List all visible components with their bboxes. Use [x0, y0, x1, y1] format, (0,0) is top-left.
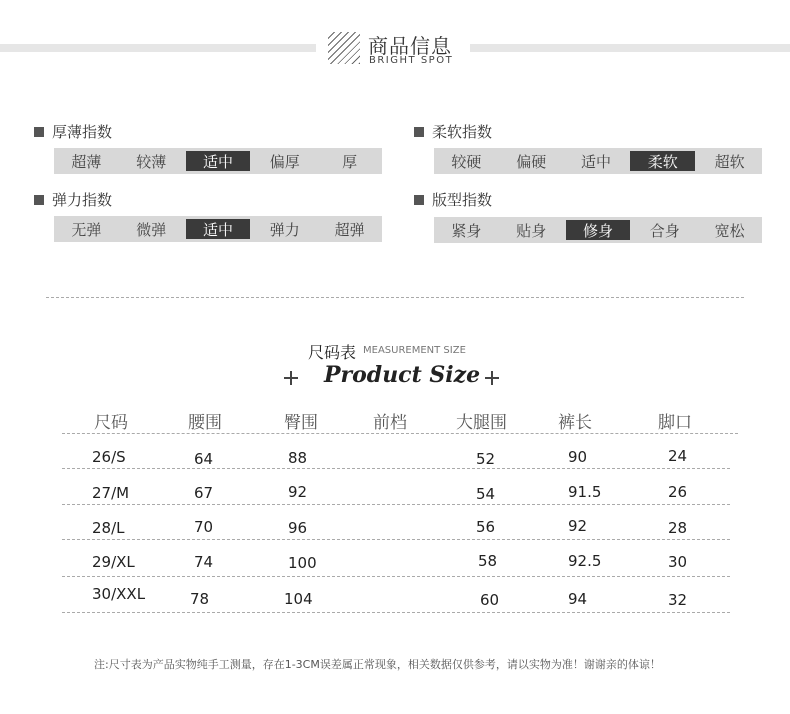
scale-option: 超弹 [334, 220, 365, 239]
elasticity-scale [54, 216, 382, 242]
col-header-waist: 腰围 [188, 413, 222, 433]
table-cell: 60 [480, 591, 500, 609]
table-cell: 64 [194, 450, 214, 468]
size-chart-subtitle: MEASUREMENT SIZE [363, 345, 466, 356]
header-bar-right [470, 44, 790, 52]
table-cell: 104 [284, 590, 313, 608]
table-cell: 27/M [92, 484, 130, 502]
table-cell: 28/L [92, 519, 125, 537]
stripes-icon [328, 32, 360, 64]
square-bullet-icon [34, 127, 44, 137]
section-title: 商品信息 [368, 34, 452, 58]
table-cell: 30/XXL [92, 585, 146, 603]
fit-index-title: 版型指数 [414, 189, 492, 210]
scale-option: 无弹 [71, 220, 102, 239]
table-divider [62, 539, 730, 540]
table-cell: 58 [478, 552, 498, 570]
table-cell: 74 [194, 553, 214, 571]
table-cell: 26 [668, 483, 688, 501]
col-header-size: 尺码 [94, 413, 128, 433]
col-header-hem: 脚口 [658, 413, 692, 433]
measurement-note: 注:尺寸表为产品实物纯手工测量，存在1-3CM误差属正常现象，相关数据仅供参考，请以实物为准！谢谢亲的体谅！ [94, 658, 661, 671]
table-cell: 56 [476, 518, 496, 536]
thickness-index-title: 厚薄指数 [34, 121, 112, 142]
scale-option: 超软 [714, 152, 745, 171]
table-cell: 92 [288, 483, 308, 501]
scale-option: 较薄 [136, 152, 167, 171]
table-cell: 94 [568, 590, 588, 608]
table-cell: 67 [194, 484, 214, 502]
table-cell: 100 [288, 554, 317, 572]
scale-option: 弹力 [269, 220, 300, 239]
scale-option: 偏硬 [516, 152, 547, 171]
table-cell: 29/XL [92, 553, 135, 571]
table-cell: 96 [288, 519, 308, 537]
table-cell: 78 [190, 590, 210, 608]
col-header-length: 裤长 [558, 413, 592, 433]
header-bar-left [0, 44, 316, 52]
scale-option: 超薄 [71, 152, 102, 171]
scale-option: 宽松 [714, 221, 745, 240]
scale-option: 较硬 [451, 152, 482, 171]
col-header-thigh: 大腿围 [456, 413, 507, 433]
square-bullet-icon [414, 127, 424, 137]
table-cell: 88 [288, 449, 308, 467]
table-cell: 92 [568, 517, 588, 535]
scale-option-selected: 适中 [186, 219, 251, 239]
scale-option: 适中 [580, 152, 611, 171]
scale-option-selected: 适中 [186, 151, 251, 171]
elasticity-index-title: 弹力指数 [34, 189, 112, 210]
scale-option-selected: 修身 [566, 220, 631, 240]
table-divider [62, 576, 730, 577]
square-bullet-icon [34, 195, 44, 205]
section-divider [46, 297, 744, 298]
scale-option: 合身 [649, 221, 680, 240]
table-cell: 70 [194, 518, 214, 536]
table-cell: 54 [476, 485, 496, 503]
table-cell: 52 [476, 450, 496, 468]
table-divider [62, 612, 730, 613]
col-header-rise: 前档 [373, 413, 407, 433]
size-chart-title: 尺码表 [308, 343, 357, 362]
cross-ornament-icon [284, 371, 298, 385]
scale-option: 厚 [342, 152, 358, 171]
softness-scale [434, 148, 762, 174]
table-divider [62, 468, 730, 469]
section-subtitle: BRIGHT SPOT [369, 55, 454, 66]
table-divider [62, 504, 730, 505]
fit-scale [434, 217, 762, 243]
scale-option: 贴身 [516, 221, 547, 240]
product-size-heading: Product Size [324, 362, 481, 388]
thickness-scale [54, 148, 382, 174]
table-cell: 92.5 [568, 552, 602, 570]
table-cell: 90 [568, 448, 588, 466]
softness-index-title: 柔软指数 [414, 121, 492, 142]
scale-option-selected: 柔软 [630, 151, 695, 171]
table-cell: 26/S [92, 448, 126, 466]
table-cell: 30 [668, 553, 688, 571]
table-cell: 28 [668, 519, 688, 537]
scale-option: 偏厚 [269, 152, 300, 171]
scale-option: 紧身 [451, 221, 482, 240]
table-cell: 24 [668, 447, 688, 465]
table-divider [62, 433, 738, 434]
scale-option: 微弹 [136, 220, 167, 239]
square-bullet-icon [414, 195, 424, 205]
cross-ornament-icon [485, 371, 499, 385]
table-cell: 32 [668, 591, 688, 609]
table-cell: 91.5 [568, 483, 602, 501]
col-header-hip: 臀围 [284, 413, 318, 433]
